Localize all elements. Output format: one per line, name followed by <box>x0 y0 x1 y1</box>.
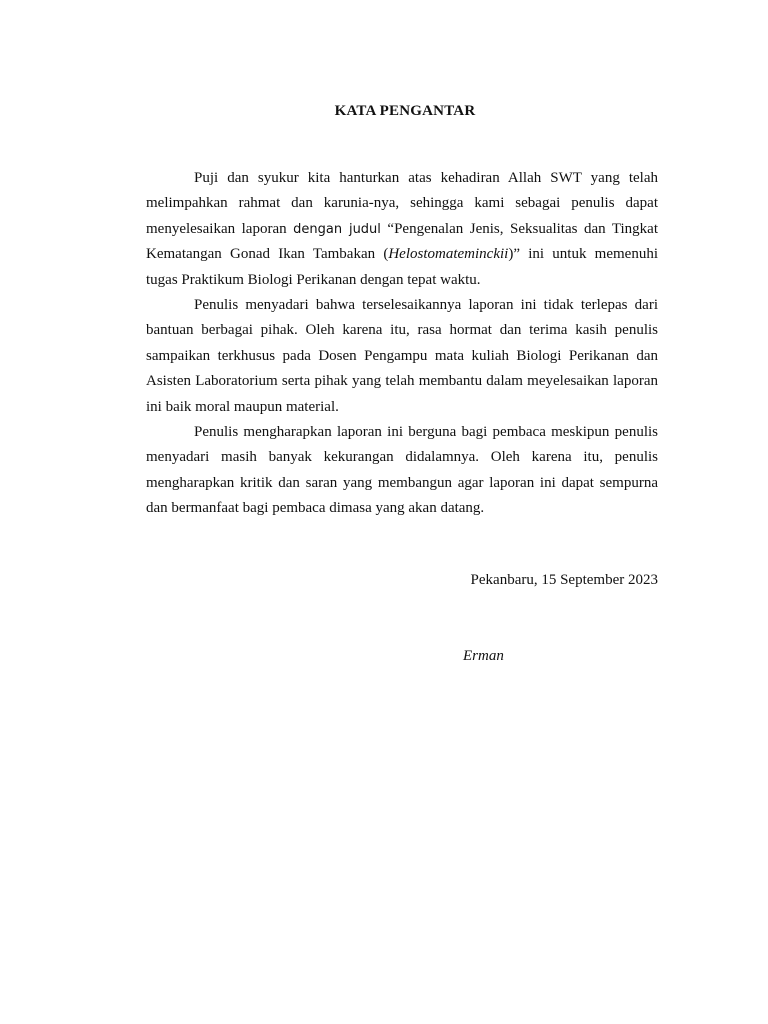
paragraph-1-part-3: “Pengenalan Jenis, Seksualitas dan Tingkat Kematangan Gonad Ikan Tambakan ( <box>146 220 658 263</box>
body-text <box>146 166 658 522</box>
page-title: KATA PENGANTAR <box>334 103 476 119</box>
paragraph-1-part-1: Puji dan syukur kita hanturkan atas kehadiran Allah SWT yang telah melimpahkan rahmat dan karunia-nya, sehingga kami sebagai penulis dapat menyelesaikan laporan <box>146 170 658 237</box>
paragraph-1-part-4: )” ini untuk memenuhi tugas Praktikum Biologi Perikanan dengan tepat waktu. <box>146 246 658 288</box>
paragraph-1-part-2: dengan judul <box>293 221 381 237</box>
author-name: Erman <box>463 648 504 664</box>
paragraph-3: Penulis mengharapkan laporan ini berguna bagi pembaca meskipun penulis menyadari masih banyak kekurangan didalamnya. Oleh karena itu, penulis mengharapkan kritik dan saran yang membangun agar laporan ini dapat sempurna dan bermanfaat bagi pembaca dimasa yang akan datang. <box>146 424 658 517</box>
paragraph-2: Penulis menyadari bahwa terselesaikannya laporan ini tidak terlepas dari bantuan berbagai pihak. Oleh karena itu, rasa hormat dan terima kasih penulis sampaikan terkhusus pada Dosen Pengampu mata kuliah Biologi Perikanan dan Asisten Laboratorium serta pihak yang telah membantu dalam meyelesaikan laporan ini baik moral maupun material. <box>146 297 658 415</box>
species-name: Helostomateminckii <box>388 246 509 263</box>
paragraph-1 <box>146 166 658 293</box>
place-date: Pekanbaru, 15 September 2023 <box>470 572 658 588</box>
